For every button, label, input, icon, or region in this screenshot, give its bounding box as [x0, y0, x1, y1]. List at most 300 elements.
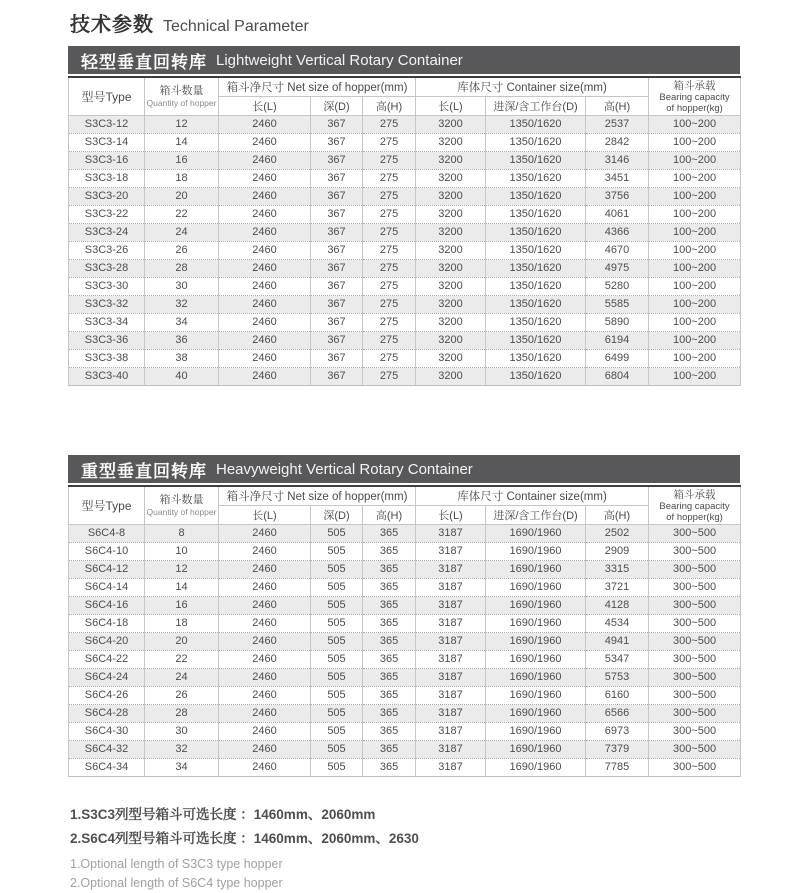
table-cell: 2460: [219, 741, 311, 759]
table-cell: 2460: [219, 759, 311, 777]
table-cell: 4975: [586, 260, 649, 278]
table-cell: 26: [145, 687, 219, 705]
col-header-quantity: [145, 77, 219, 116]
table-cell: 2460: [219, 633, 311, 651]
table-cell: 5753: [586, 669, 649, 687]
col-header-bearing-en2: of hopper(kg): [666, 102, 723, 114]
table-cell: 6973: [586, 723, 649, 741]
table-row: [69, 723, 741, 741]
col-subheader-hopper-height: 高(H): [363, 97, 416, 116]
table-cell: 6499: [586, 350, 649, 368]
table-row: [69, 597, 741, 615]
table-cell: 3187: [416, 615, 486, 633]
table-cell: 300~500: [649, 615, 741, 633]
table-cell: 18: [145, 615, 219, 633]
table-cell: 2460: [219, 332, 311, 350]
table-cell: 1350/1620: [486, 224, 586, 242]
table-cell: 2460: [219, 651, 311, 669]
table-cell: 1350/1620: [486, 206, 586, 224]
table-cell: 300~500: [649, 633, 741, 651]
table-cell: 20: [145, 633, 219, 651]
col-header-quantity: [145, 486, 219, 525]
table-cell: 505: [311, 687, 363, 705]
table-cell: 2502: [586, 525, 649, 543]
table-cell: 3315: [586, 561, 649, 579]
lightweight-table-header: [69, 77, 741, 116]
table-cell: 1690/1960: [486, 669, 586, 687]
table-cell: S6C4-34: [69, 759, 145, 777]
table-cell: 1350/1620: [486, 116, 586, 134]
table-cell: 36: [145, 332, 219, 350]
table-cell: 1690/1960: [486, 579, 586, 597]
table-cell: 2460: [219, 188, 311, 206]
col-header-quantity-en: Quantity of hopper: [146, 98, 217, 108]
table-cell: 1690/1960: [486, 561, 586, 579]
table-row: [69, 741, 741, 759]
table-row: [69, 332, 741, 350]
col-group-container-size: 库体尺寸 Container size(mm): [416, 77, 649, 97]
table-cell: 3187: [416, 741, 486, 759]
note-en-2: 2.Optional length of S6C4 type hopper: [70, 876, 283, 890]
table-cell: 275: [363, 350, 416, 368]
table-cell: 275: [363, 278, 416, 296]
table-cell: 300~500: [649, 561, 741, 579]
table-cell: 1350/1620: [486, 332, 586, 350]
table-cell: 275: [363, 314, 416, 332]
table-row: [69, 651, 741, 669]
table-cell: 1690/1960: [486, 687, 586, 705]
table-cell: 3187: [416, 561, 486, 579]
table-cell: 365: [363, 615, 416, 633]
table-cell: S3C3-16: [69, 152, 145, 170]
table-cell: 7785: [586, 759, 649, 777]
table-row: [69, 278, 741, 296]
table-cell: 505: [311, 525, 363, 543]
table-cell: 3187: [416, 543, 486, 561]
table-cell: 2460: [219, 314, 311, 332]
table-cell: 3200: [416, 368, 486, 386]
lightweight-table: [68, 76, 741, 386]
table-cell: 4061: [586, 206, 649, 224]
table-cell: 30: [145, 278, 219, 296]
footer-notes-en: [70, 855, 740, 893]
table-row: [69, 152, 741, 170]
col-header-quantity-en: Quantity of hopper: [146, 507, 217, 517]
table-cell: S6C4-8: [69, 525, 145, 543]
table-cell: 40: [145, 368, 219, 386]
footer-notes: [70, 803, 740, 893]
table-cell: 365: [363, 723, 416, 741]
table-cell: 275: [363, 206, 416, 224]
table-cell: 16: [145, 597, 219, 615]
table-cell: 22: [145, 206, 219, 224]
table-cell: 3187: [416, 525, 486, 543]
table-cell: 2460: [219, 615, 311, 633]
table-cell: 365: [363, 561, 416, 579]
table-cell: 1350/1620: [486, 188, 586, 206]
table-cell: 2460: [219, 260, 311, 278]
table-row: [69, 669, 741, 687]
col-subheader-container-depth: 进深/含工作台(D): [486, 97, 586, 116]
table-cell: S3C3-38: [69, 350, 145, 368]
table-cell: 3187: [416, 669, 486, 687]
table-cell: 365: [363, 597, 416, 615]
col-subheader-hopper-height: 高(H): [363, 506, 416, 525]
table-cell: 275: [363, 170, 416, 188]
heavyweight-section: [68, 455, 740, 777]
table-cell: S3C3-32: [69, 296, 145, 314]
table-cell: 16: [145, 152, 219, 170]
table-cell: S3C3-22: [69, 206, 145, 224]
table-cell: 3200: [416, 152, 486, 170]
table-cell: 275: [363, 188, 416, 206]
table-row: [69, 224, 741, 242]
table-cell: 5890: [586, 314, 649, 332]
table-cell: 505: [311, 741, 363, 759]
table-cell: S3C3-40: [69, 368, 145, 386]
col-header-bearing: [649, 77, 741, 116]
table-cell: 367: [311, 368, 363, 386]
col-group-hopper-size: 箱斗净尺寸 Net size of hopper(mm): [219, 77, 416, 97]
table-cell: 275: [363, 260, 416, 278]
table-cell: 300~500: [649, 543, 741, 561]
table-cell: 1690/1960: [486, 597, 586, 615]
table-cell: 300~500: [649, 741, 741, 759]
heavyweight-banner-zh: 重型垂直回转库: [81, 461, 207, 481]
table-cell: 4670: [586, 242, 649, 260]
col-header-bearing-zh: 箱斗承载: [673, 488, 716, 501]
table-cell: 2537: [586, 116, 649, 134]
table-cell: 300~500: [649, 705, 741, 723]
table-cell: 1350/1620: [486, 152, 586, 170]
table-cell: 367: [311, 242, 363, 260]
table-row: [69, 561, 741, 579]
table-cell: 2460: [219, 152, 311, 170]
table-cell: 100~200: [649, 224, 741, 242]
table-cell: 2460: [219, 669, 311, 687]
table-cell: 1350/1620: [486, 368, 586, 386]
table-cell: 3187: [416, 687, 486, 705]
table-cell: 6804: [586, 368, 649, 386]
heavyweight-banner: [68, 455, 740, 483]
table-cell: 18: [145, 170, 219, 188]
table-row: [69, 525, 741, 543]
table-cell: 365: [363, 687, 416, 705]
table-cell: 300~500: [649, 723, 741, 741]
table-row: [69, 579, 741, 597]
table-cell: 22: [145, 651, 219, 669]
table-row: [69, 633, 741, 651]
heavyweight-table-header: [69, 486, 741, 525]
col-header-bearing-en1: Bearing capacity: [659, 500, 730, 512]
table-cell: 3200: [416, 350, 486, 368]
col-group-hopper-size: 箱斗净尺寸 Net size of hopper(mm): [219, 486, 416, 506]
table-cell: S6C4-16: [69, 597, 145, 615]
table-cell: 2460: [219, 561, 311, 579]
table-cell: 14: [145, 134, 219, 152]
table-cell: 100~200: [649, 170, 741, 188]
table-cell: 1690/1960: [486, 615, 586, 633]
table-cell: 12: [145, 116, 219, 134]
table-cell: 275: [363, 116, 416, 134]
table-cell: 367: [311, 188, 363, 206]
table-cell: 2460: [219, 350, 311, 368]
table-cell: 1350/1620: [486, 260, 586, 278]
table-cell: 367: [311, 278, 363, 296]
table-cell: 1690/1960: [486, 543, 586, 561]
table-cell: 275: [363, 296, 416, 314]
table-cell: 2460: [219, 543, 311, 561]
table-cell: 12: [145, 561, 219, 579]
table-cell: S6C4-26: [69, 687, 145, 705]
table-cell: 2909: [586, 543, 649, 561]
table-cell: 5280: [586, 278, 649, 296]
table-cell: 300~500: [649, 579, 741, 597]
table-cell: S3C3-14: [69, 134, 145, 152]
table-row: [69, 759, 741, 777]
table-cell: 2460: [219, 705, 311, 723]
table-cell: 300~500: [649, 651, 741, 669]
table-cell: 365: [363, 633, 416, 651]
table-cell: 26: [145, 242, 219, 260]
table-cell: 100~200: [649, 152, 741, 170]
table-cell: 2460: [219, 296, 311, 314]
table-row: [69, 260, 741, 278]
table-cell: 2460: [219, 368, 311, 386]
table-cell: 505: [311, 633, 363, 651]
table-cell: 2460: [219, 525, 311, 543]
table-cell: 300~500: [649, 597, 741, 615]
table-cell: 100~200: [649, 242, 741, 260]
table-cell: 2460: [219, 206, 311, 224]
table-cell: 1690/1960: [486, 525, 586, 543]
table-cell: 367: [311, 224, 363, 242]
table-cell: 365: [363, 741, 416, 759]
table-row: [69, 134, 741, 152]
page-title: [70, 8, 740, 36]
table-cell: 3200: [416, 296, 486, 314]
table-cell: S3C3-34: [69, 314, 145, 332]
table-cell: 367: [311, 206, 363, 224]
table-cell: 1350/1620: [486, 278, 586, 296]
table-cell: 3200: [416, 314, 486, 332]
heavyweight-table: [68, 485, 741, 777]
table-cell: S3C3-30: [69, 278, 145, 296]
col-subheader-container-length: 长(L): [416, 506, 486, 525]
table-cell: 28: [145, 260, 219, 278]
table-cell: 3187: [416, 705, 486, 723]
table-cell: 365: [363, 651, 416, 669]
table-cell: 275: [363, 134, 416, 152]
lightweight-banner: [68, 46, 740, 74]
table-cell: 367: [311, 116, 363, 134]
table-cell: 28: [145, 705, 219, 723]
table-row: [69, 206, 741, 224]
table-cell: 1350/1620: [486, 314, 586, 332]
table-cell: 3187: [416, 759, 486, 777]
table-cell: 365: [363, 705, 416, 723]
table-row: [69, 188, 741, 206]
table-cell: 365: [363, 669, 416, 687]
note-zh-1: 1.S3C3列型号箱斗可选长度 ：1460mm、2060mm: [70, 807, 376, 822]
table-cell: 300~500: [649, 669, 741, 687]
table-cell: 1690/1960: [486, 759, 586, 777]
table-cell: 275: [363, 152, 416, 170]
table-cell: 3200: [416, 170, 486, 188]
col-subheader-hopper-depth: 深(D): [311, 97, 363, 116]
table-cell: 38: [145, 350, 219, 368]
table-cell: S6C4-24: [69, 669, 145, 687]
table-cell: 367: [311, 350, 363, 368]
table-cell: 367: [311, 170, 363, 188]
table-cell: 5585: [586, 296, 649, 314]
table-cell: 505: [311, 579, 363, 597]
table-cell: 1690/1960: [486, 633, 586, 651]
table-cell: 100~200: [649, 278, 741, 296]
table-cell: 505: [311, 759, 363, 777]
table-cell: 100~200: [649, 332, 741, 350]
table-cell: 365: [363, 525, 416, 543]
table-cell: 2842: [586, 134, 649, 152]
table-cell: S6C4-30: [69, 723, 145, 741]
table-cell: 505: [311, 705, 363, 723]
table-cell: 275: [363, 242, 416, 260]
table-cell: S6C4-14: [69, 579, 145, 597]
table-cell: 2460: [219, 597, 311, 615]
table-cell: 3200: [416, 278, 486, 296]
table-cell: 1350/1620: [486, 296, 586, 314]
table-cell: 100~200: [649, 314, 741, 332]
table-cell: 3187: [416, 723, 486, 741]
lightweight-table-body: [69, 116, 741, 386]
table-cell: S6C4-32: [69, 741, 145, 759]
table-cell: 3187: [416, 579, 486, 597]
table-cell: 367: [311, 134, 363, 152]
table-cell: 1690/1960: [486, 723, 586, 741]
page-title-zh: 技术参数: [70, 14, 154, 36]
table-cell: 32: [145, 296, 219, 314]
table-cell: 275: [363, 224, 416, 242]
col-group-container-size: 库体尺寸 Container size(mm): [416, 486, 649, 506]
col-header-type: 型号Type: [69, 77, 145, 116]
table-cell: 365: [363, 759, 416, 777]
table-cell: 4128: [586, 597, 649, 615]
table-cell: 1350/1620: [486, 134, 586, 152]
table-cell: 2460: [219, 278, 311, 296]
table-cell: 100~200: [649, 116, 741, 134]
table-row: [69, 543, 741, 561]
table-cell: 367: [311, 296, 363, 314]
table-cell: S6C4-18: [69, 615, 145, 633]
lightweight-banner-en: Lightweight Vertical Rotary Container: [216, 51, 463, 69]
table-row: [69, 350, 741, 368]
table-cell: 505: [311, 723, 363, 741]
table-cell: 20: [145, 188, 219, 206]
table-cell: 32: [145, 741, 219, 759]
lightweight-section: [68, 46, 740, 386]
table-cell: S3C3-26: [69, 242, 145, 260]
col-subheader-hopper-length: 长(L): [219, 506, 311, 525]
table-cell: 30: [145, 723, 219, 741]
table-cell: 365: [363, 579, 416, 597]
table-cell: S3C3-20: [69, 188, 145, 206]
table-cell: 505: [311, 561, 363, 579]
col-subheader-container-height: 高(H): [586, 506, 649, 525]
table-cell: 100~200: [649, 296, 741, 314]
table-cell: 100~200: [649, 188, 741, 206]
table-cell: 2460: [219, 687, 311, 705]
col-header-bearing: [649, 486, 741, 525]
table-row: [69, 242, 741, 260]
table-cell: 505: [311, 651, 363, 669]
table-cell: 3200: [416, 242, 486, 260]
table-cell: 275: [363, 368, 416, 386]
table-row: [69, 314, 741, 332]
col-subheader-hopper-depth: 深(D): [311, 506, 363, 525]
table-row: [69, 170, 741, 188]
lightweight-banner-zh: 轻型垂直回转库: [81, 52, 207, 72]
table-cell: 1690/1960: [486, 705, 586, 723]
table-cell: 367: [311, 260, 363, 278]
table-cell: 2460: [219, 242, 311, 260]
table-cell: S6C4-12: [69, 561, 145, 579]
col-header-quantity-zh: 箱斗数量: [159, 494, 204, 506]
table-cell: 4366: [586, 224, 649, 242]
col-header-bearing-zh: 箱斗承载: [673, 79, 716, 92]
table-cell: 100~200: [649, 134, 741, 152]
table-row: [69, 687, 741, 705]
table-cell: 2460: [219, 579, 311, 597]
table-cell: 100~200: [649, 368, 741, 386]
table-cell: 7379: [586, 741, 649, 759]
table-cell: 2460: [219, 116, 311, 134]
table-cell: 2460: [219, 224, 311, 242]
table-cell: 100~200: [649, 206, 741, 224]
table-cell: S3C3-28: [69, 260, 145, 278]
table-cell: 505: [311, 615, 363, 633]
table-cell: 100~200: [649, 350, 741, 368]
table-cell: 100~200: [649, 260, 741, 278]
table-cell: 6194: [586, 332, 649, 350]
table-cell: 5347: [586, 651, 649, 669]
table-cell: 505: [311, 597, 363, 615]
table-cell: 3200: [416, 116, 486, 134]
table-row: [69, 615, 741, 633]
heavyweight-banner-en: Heavyweight Vertical Rotary Container: [216, 460, 473, 478]
table-cell: 34: [145, 759, 219, 777]
table-cell: 8: [145, 525, 219, 543]
table-cell: 300~500: [649, 687, 741, 705]
table-cell: 24: [145, 669, 219, 687]
table-row: [69, 116, 741, 134]
table-cell: 6566: [586, 705, 649, 723]
table-cell: 1350/1620: [486, 242, 586, 260]
table-cell: 275: [363, 332, 416, 350]
table-cell: S3C3-18: [69, 170, 145, 188]
table-cell: S6C4-20: [69, 633, 145, 651]
table-cell: 505: [311, 543, 363, 561]
table-cell: S3C3-36: [69, 332, 145, 350]
table-cell: S3C3-24: [69, 224, 145, 242]
table-cell: 3200: [416, 332, 486, 350]
table-cell: S6C4-22: [69, 651, 145, 669]
table-cell: 365: [363, 543, 416, 561]
table-row: [69, 705, 741, 723]
col-header-quantity-zh: 箱斗数量: [159, 85, 204, 97]
table-cell: 14: [145, 579, 219, 597]
note-en-1: 1.Optional length of S3C3 type hopper: [70, 857, 283, 871]
table-cell: 3187: [416, 597, 486, 615]
